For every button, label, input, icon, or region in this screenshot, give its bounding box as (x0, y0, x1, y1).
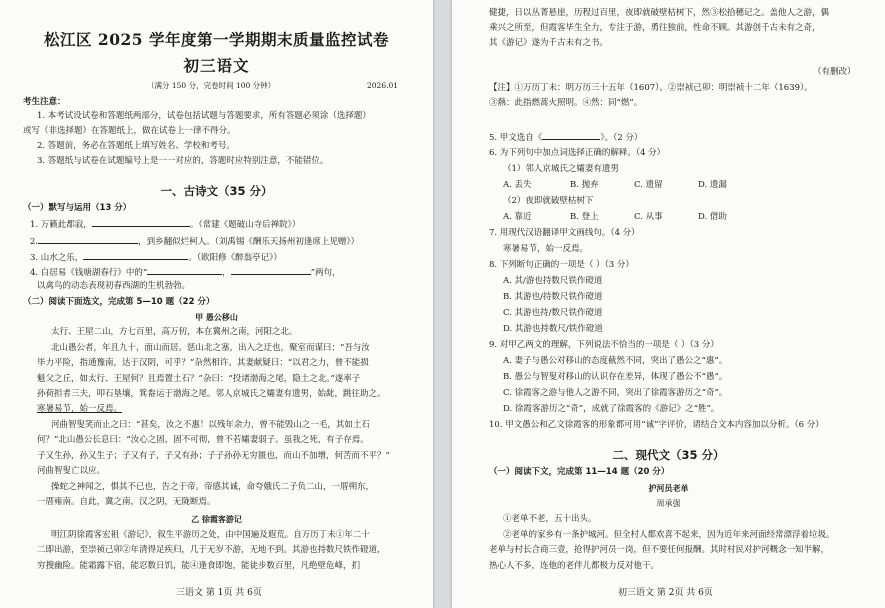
question-2: 2. ，到乡翻似烂柯人。（刘禹锡《酬乐天扬州初逢席上见赠》） (30, 237, 360, 247)
question-text: 》。（2 分） (600, 133, 643, 143)
underlined-sentence: 寒暑易节，始一反焉。 (37, 404, 123, 414)
option-a[interactable]: A. 其/游也持数尺铁作磴道 (503, 276, 603, 286)
notice-line: 1. 本考试设试卷和答题纸两部分，试卷包括试题与答题要求，所有答题必须涂（选择题） (37, 111, 371, 121)
option-a[interactable]: A. 丢失 (503, 180, 532, 190)
option-b[interactable]: B. 愚公与智叟对移山的认识存在差异，体现了愚公不“愚”。 (503, 372, 728, 382)
annotation-line: 【注】①万历丁未：明万历三十五年（1607）。②崇祯己卯：明崇祯十二年（1639）。 (489, 83, 813, 93)
option-b[interactable]: B. 抛弃 (570, 180, 599, 190)
question-3 (30, 251, 282, 264)
source-note: （有删改） (813, 67, 856, 77)
option-d[interactable]: D. 借助 (698, 212, 727, 222)
text-line: 二即出游，至崇祯己卯②年清得足疾归，几于无岁不游，无地不到。其游也持数尺铁作磴道， (37, 545, 386, 555)
option-c[interactable]: C. 其游也持/数尺铁作磴道 (503, 308, 603, 318)
option-b[interactable]: B. 其游也/持数尺铁作磴道 (503, 292, 603, 302)
option-c[interactable]: C. 徐霞客之游与他人之游不同，突出了徐霞客游历之“奇”。 (503, 388, 728, 398)
annotation-line: ③爇：此指燃蒿火照明。④然：同“燃”。 (489, 98, 643, 108)
part-heading: （一）阅读下文，完成第 11—14 题（20 分） (489, 467, 670, 477)
section-heading: 二、现代文（35 分） (612, 448, 725, 462)
exam-date: 2026.01 (367, 81, 399, 90)
option-c[interactable]: C. 从事 (634, 212, 663, 222)
text-line: 健捷，日以丛菁悬崖，历程过百里，夜即就破壁枯树下，然③松拾穗记之。盖他人之游，偶 (489, 8, 830, 18)
exam-subtitle: 初三语文 (183, 56, 250, 75)
question-source: 。（欧阳修《醉翁亭记》） (188, 253, 282, 263)
text-line: ②老单的家乡有一条护城河。但全村人都欢喜不起来，因为近年来河面经常漂浮着垃圾。 (503, 530, 835, 540)
text-line: 穷搜幽险。能霜露下宿，能忍数日饥，能④逢食即饱，能徒步数百里，凡绝壁危峰，扪 (37, 561, 361, 571)
text-line: 子又生孙，孙又生子；子又有子，子又有孙；子子孙孙无穷匮也，而山不加增，何苦而不平？” (37, 451, 390, 461)
question-4-cont: 以禽鸟的动态表现初春西湖的生机勃勃。 (37, 281, 191, 291)
part-heading: （一）默写与运用（13 分） (23, 203, 132, 213)
text-line: 河曲智叟亡以应。 (37, 466, 106, 476)
text-line: 魁父之丘，如太行、王屋何？且焉置土石？”杂曰：“投诸渤海之尾，隐土之北。”遂率子 (37, 374, 361, 384)
text-line: 孙荷担者三夫，叩石垦壤，箕畚运于渤海之尾。邻人京城氏之孀妻有遗男，始龀，跳往助之。 (37, 389, 386, 399)
answer-blank[interactable] (542, 131, 600, 140)
page-footer: 三语文 第 1页 共 6页 (176, 588, 262, 598)
answer-blank[interactable] (83, 251, 188, 260)
option-d[interactable]: D. 徐霞客游历之“奇”，成就了徐霞客的《游记》之“胜”。 (503, 404, 720, 414)
question-8: 8. 下列断句正确的一项是（ ）（3 分） (489, 260, 634, 270)
question-text: 1. 万籁此都寂， (30, 220, 92, 230)
question-7: 7. 用现代汉语翻译甲文画线句。（4 分） (489, 228, 640, 238)
text-line: 操蛇之神闻之，惧其不已也，告之于帝。帝感其诚，命夸娥氏二子负二山，一厝朔东， (51, 482, 375, 492)
question-9: 9. 对甲乙两文的理解，下列说法不恰当的一项是（ ）（3 分） (489, 340, 719, 350)
text-line: ①老单不老，五十出头。 (503, 514, 597, 524)
answer-blank[interactable] (92, 218, 190, 227)
question-text: ”两句， (310, 268, 341, 278)
question-text: 4. 白居易《钱塘湖春行》中的“ (30, 268, 148, 278)
exam-meta: （满分 150 分，完卷时间 100 分钟） (147, 81, 276, 90)
option-d[interactable]: D. 其游也持数尺/铁作磴道 (503, 324, 603, 334)
text-line: 一厝雍南。自此，冀之南，汉之阴，无陇断焉。 (37, 497, 216, 507)
text-b-title: 乙 徐霞客游记 (191, 515, 242, 524)
text-line: 北山愚公者，年且九十，面山而居。惩山北之塞，出入之迂也，聚室而谋曰：“吾与汝 (51, 343, 370, 353)
question-text: 5. 甲文选自《 (489, 133, 543, 143)
part-heading: （二）阅读下面选文，完成第 5—10 题（22 分） (23, 297, 215, 307)
text-3-author: 周承强 (656, 499, 681, 508)
option-a[interactable]: A. 妻子与愚公对移山的态度截然不同，突出了愚公之“惠”。 (503, 356, 728, 366)
option-c[interactable]: C. 遗留 (634, 180, 663, 190)
option-d[interactable]: D. 遗漏 (698, 180, 727, 190)
question-text: 3. 山水之乐， (30, 253, 84, 263)
text-line: 河曲智叟笑而止之曰：“甚矣，汝之不惠！以残年余力，曾不能毁山之一毛，其如土石 (51, 420, 370, 430)
answer-blank[interactable] (38, 235, 138, 244)
exam-page-2 (452, 0, 885, 608)
text-line: 热心人不多，连他的老伴儿都极力反对他干。 (489, 561, 660, 571)
text-line: 乘兴之所至，但霞客毕生全力，专注于游，勇往独前，性命不顾。其游创千古未有之奇， (489, 23, 821, 33)
question-6-2: （2）夜即就破壁枯树下 (503, 196, 594, 206)
answer-blank[interactable] (147, 266, 222, 275)
text-line: 毕力平险，指通豫南，达于汉阴，可乎？”杂然相许。其妻献疑曰：“以君之力，曾不能损 (37, 358, 369, 368)
option-a[interactable]: A. 靠近 (503, 212, 532, 222)
text-line: 何？”北山愚公长息曰：“汝心之固，固不可彻，曾不若孀妻弱子。虽我之死，有子存焉。 (37, 435, 369, 445)
text-3-title: 护河员老单 (648, 484, 689, 493)
text-line: 太行、王屋二山，方七百里，高万仞，本在冀州之南，河阳之北。 (51, 327, 298, 337)
exam-page-1 (0, 0, 433, 608)
text-line: 明江阴徐霞客宏祖《游记》，叙生平游历之处，由中国遍及遐荒。自万历丁未①年二十 (51, 530, 370, 540)
notice-line: 3. 答题纸与试卷在试题编号上是一一对应的，答题时应特别注意，不能错位。 (37, 156, 329, 166)
question-4: 4. 白居易《钱塘湖春行》中的“ ， ”两句， (30, 268, 341, 278)
question-7-sentence: 寒暑易节，始一反焉。 (503, 244, 589, 254)
question-1 (30, 218, 300, 231)
notice-line: 2. 答题前，务必在答题纸上填写姓名、学校和考号。 (37, 141, 235, 151)
text-line: 其《游记》遂为千古未有之书。 (489, 38, 609, 48)
exam-title: 松江区 2025 学年度第一学期期末质量监控试卷 (44, 30, 389, 49)
question-10: 10. 甲文愚公和乙文徐霞客的形象都可用“诚”字评价，请结合文本内容加以分析。（6 分） (489, 420, 824, 430)
notice-line: 或写（非选择题）在答题纸上，做在试卷上一律不得分。 (23, 126, 236, 136)
question-source: ，到乡翻似烂柯人。（刘禹锡《酬乐天扬州初逢席上见赠》） (138, 237, 360, 247)
question-6: 6. 为下列句中加点词选择正确的解释。（4 分） (489, 148, 666, 158)
text-line: 老单与村长合商三壹，抢得护河员一岗，但不要任何报酬。其时村民对护河概念一知半解， (489, 545, 830, 555)
page-footer: 初三语文 第 2页 共 6页 (618, 588, 713, 598)
section-heading: 一、古诗文（35 分） (160, 184, 273, 198)
question-5 (489, 131, 642, 144)
notice-heading: 考生注意： (23, 97, 66, 107)
option-b[interactable]: B. 登上 (570, 212, 599, 222)
text-a-title: 甲 愚公移山 (195, 313, 238, 322)
answer-blank[interactable] (231, 266, 311, 275)
question-source: 。（常建《题破山寺后禅院》） (189, 220, 301, 230)
question-6-1: （1）邻人京城氏之孀妻有遗男 (503, 164, 619, 174)
